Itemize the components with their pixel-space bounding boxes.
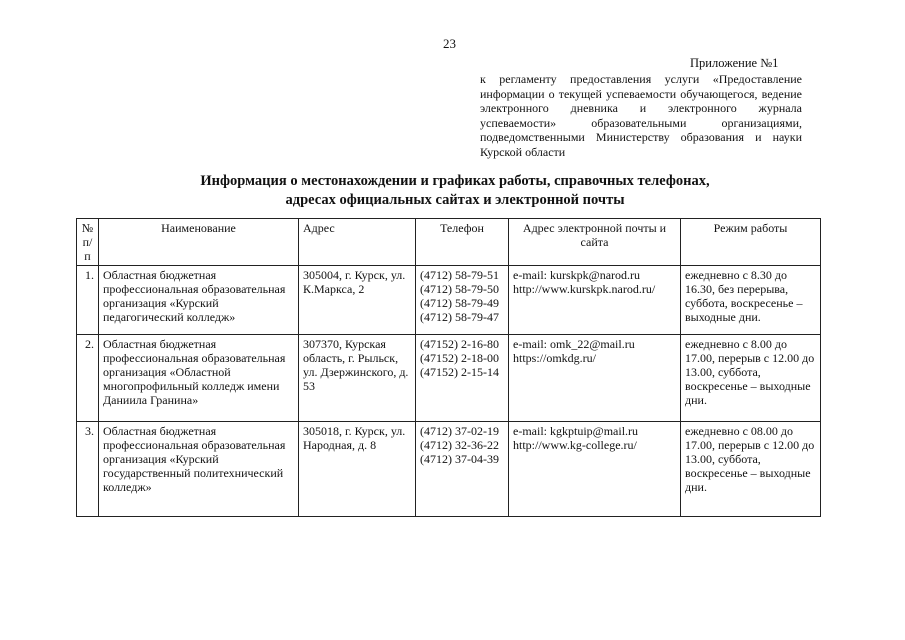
table-header-row <box>77 219 821 266</box>
header-num: № п/п <box>77 219 99 266</box>
org-contacts <box>509 422 681 517</box>
table-row <box>77 335 821 422</box>
org-address: 307370, Курская область, г. Рыльск, ул. Дзержинского, д. 53 <box>299 335 416 422</box>
org-website: http://www.kurskpk.narod.ru/ <box>513 282 656 296</box>
phone-number: (47152) 2-16-80 <box>420 337 499 351</box>
org-name: Областная бюджетная профессиональная образовательная организация «Курский педагогический колледж» <box>99 266 299 335</box>
phone-number: (4712) 32-36-22 <box>420 438 499 452</box>
annex-text: к регламенту предоставления услуги «Предоставление информации о текущей успеваемости обучающегося, ведение электронного дневника и электронного журнала успеваемости» образовательными организациями, подведомственными Министерству образования и науки Курской области <box>480 72 802 159</box>
phone-number: (4712) 37-02-19 <box>420 424 499 438</box>
header-phone: Телефон <box>416 219 509 266</box>
document-heading-line-2: адресах официальных сайтах и электронной почты <box>285 192 625 208</box>
document-heading <box>190 172 720 210</box>
org-contacts <box>509 335 681 422</box>
org-name: Областная бюджетная профессиональная образовательная организация «Областной многопрофильный колледж имени Даниила Гранина» <box>99 335 299 422</box>
phone-number: (47152) 2-15-14 <box>420 365 499 379</box>
org-email: e-mail: kgkptuip@mail.ru <box>513 424 639 438</box>
row-number: 1. <box>77 266 99 335</box>
phone-number: (4712) 58-79-47 <box>420 310 499 324</box>
org-address: 305004, г. Курск, ул. К.Маркса, 2 <box>299 266 416 335</box>
org-hours: ежедневно с 8.30 до 16.30, без перерыва, суббота, воскресенье – выходные дни. <box>681 266 821 335</box>
org-email: e-mail: kurskpk@narod.ru <box>513 268 641 282</box>
org-name: Областная бюджетная профессиональная образовательная организация «Курский государственный политехнический колледж» <box>99 422 299 517</box>
header-email: Адрес электронной почты и сайта <box>509 219 681 266</box>
page-number: 23 <box>443 36 456 51</box>
table-row <box>77 422 821 517</box>
header-address: Адрес <box>299 219 416 266</box>
phone-number: (47152) 2-18-00 <box>420 351 499 365</box>
org-hours: ежедневно с 8.00 до 17.00, перерыв с 12.00 до 13.00, суббота, воскресенье – выходные дни. <box>681 335 821 422</box>
row-number: 2. <box>77 335 99 422</box>
org-website: https://omkdg.ru/ <box>513 351 597 365</box>
table-row <box>77 266 821 335</box>
organizations-table <box>76 218 821 517</box>
phone-number: (4712) 58-79-50 <box>420 282 499 296</box>
document-heading-line-1: Информация о местонахождении и графиках работы, справочных телефонах, <box>200 173 710 189</box>
phone-number: (4712) 37-04-39 <box>420 452 499 466</box>
org-contacts <box>509 266 681 335</box>
header-name: Наименование <box>99 219 299 266</box>
phone-number: (4712) 58-79-51 <box>420 268 499 282</box>
org-phones <box>416 266 509 335</box>
org-hours: ежедневно с 08.00 до 17.00, перерыв с 12.00 до 13.00, суббота, воскресенье – выходные дни. <box>681 422 821 517</box>
org-phones <box>416 335 509 422</box>
row-number: 3. <box>77 422 99 517</box>
annex-title: Приложение №1 <box>690 56 779 70</box>
org-email: e-mail: omk_22@mail.ru <box>513 337 635 351</box>
org-website: http://www.kg-college.ru/ <box>513 438 637 452</box>
header-hours: Режим работы <box>681 219 821 266</box>
phone-number: (4712) 58-79-49 <box>420 296 499 310</box>
org-phones <box>416 422 509 517</box>
org-address: 305018, г. Курск, ул. Народная, д. 8 <box>299 422 416 517</box>
